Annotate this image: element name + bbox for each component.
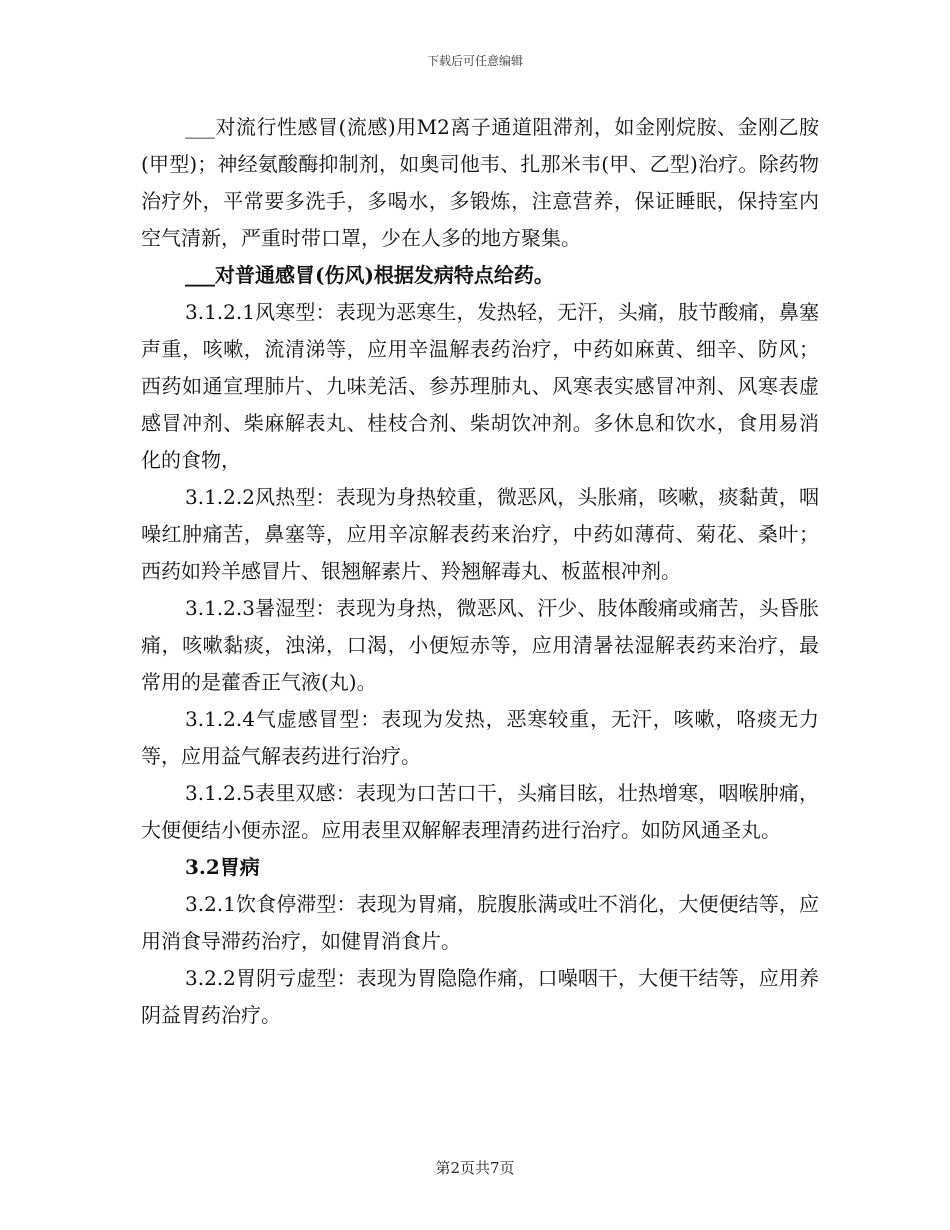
paragraph-wind-heat-type: 3.1.2.2风热型：表现为身热较重，微恶风，头胀痛，咳嗽，痰黏黄，咽噪红肿痛苦，鼻塞等，应用辛凉解表药来治疗，中药如薄荷、菊花、桑叶；西药如羚羊感冒片、银翘解素片、羚翘解毒丸、板蓝根冲剂。 xyxy=(141,485,819,583)
paragraph-qi-deficiency-type: 3.1.2.4气虚感冒型：表现为发热，恶寒较重，无汗，咳嗽，咯痰无力等，应用益气解表药进行治疗。 xyxy=(141,707,819,768)
paragraph-stomach-yin-deficiency-type: 3.2.2胃阴亏虚型：表现为胃隐隐作痛，口噪咽干，大便干结等，应用养阴益胃药治疗。 xyxy=(141,966,819,1027)
paragraph-wind-cold-type: 3.1.2.1风寒型：表现为恶寒生，发热轻，无汗，头痛，肢节酸痛，鼻塞声重，咳嗽，流清涕等，应用辛温解表药治疗，中药如麻黄、细辛、防风；西药如通宣理肺片、九味羌活、参苏理肺丸、风寒表实感冒冲剂、风寒表虚感冒冲剂、柴麻解表丸、桂枝合剂、柴胡饮冲剂。多休息和饮水，食用易消化的食物， xyxy=(141,300,819,472)
paragraph-summer-damp-type: 3.1.2.3暑湿型：表现为身热，微恶风、汗少、肢体酸痛或痛苦，头昏胀痛，咳嗽黏痰，浊涕，口渴，小便短赤等，应用清暑祛湿解表药来治疗，最常用的是藿香正气液(丸)。 xyxy=(141,596,819,694)
paragraph-influenza-treatment: ___对流行性感冒(流感)用M2离子通道阻滞剂，如金刚烷胺、金刚乙胺(甲型)；神经氨酸酶抑制剂，如奥司他韦、扎那米韦(甲、乙型)治疗。除药物治疗外，平常要多洗手，多喝水，多锻炼，注意营养，保证睡眠，保持室内空气清新，严重时带口罩，少在人多的地方聚集。 xyxy=(141,115,819,250)
heading-stomach-disease: 3.2胃病 xyxy=(185,855,260,879)
document-body xyxy=(141,109,819,1034)
page-header: 下载后可任意编辑 xyxy=(426,54,523,68)
paragraph-food-stagnation-type: 3.2.1饮食停滞型：表现为胃痛，脘腹胀满或吐不消化，大便便结等，应用消食导滞药治疗，如健胃消食片。 xyxy=(141,892,819,953)
page-footer: 第2页共7页 xyxy=(435,1159,515,1177)
heading-common-cold: ___对普通感冒(伤风)根据发病特点给药。 xyxy=(185,263,554,287)
paragraph-exterior-interior-type: 3.1.2.5表里双感：表现为口苦口干，头痛目眩，壮热增寒，咽喉肿痛，大便便结小便赤涩。应用表里双解解表理清药进行治疗。如防风通圣丸。 xyxy=(141,781,819,842)
